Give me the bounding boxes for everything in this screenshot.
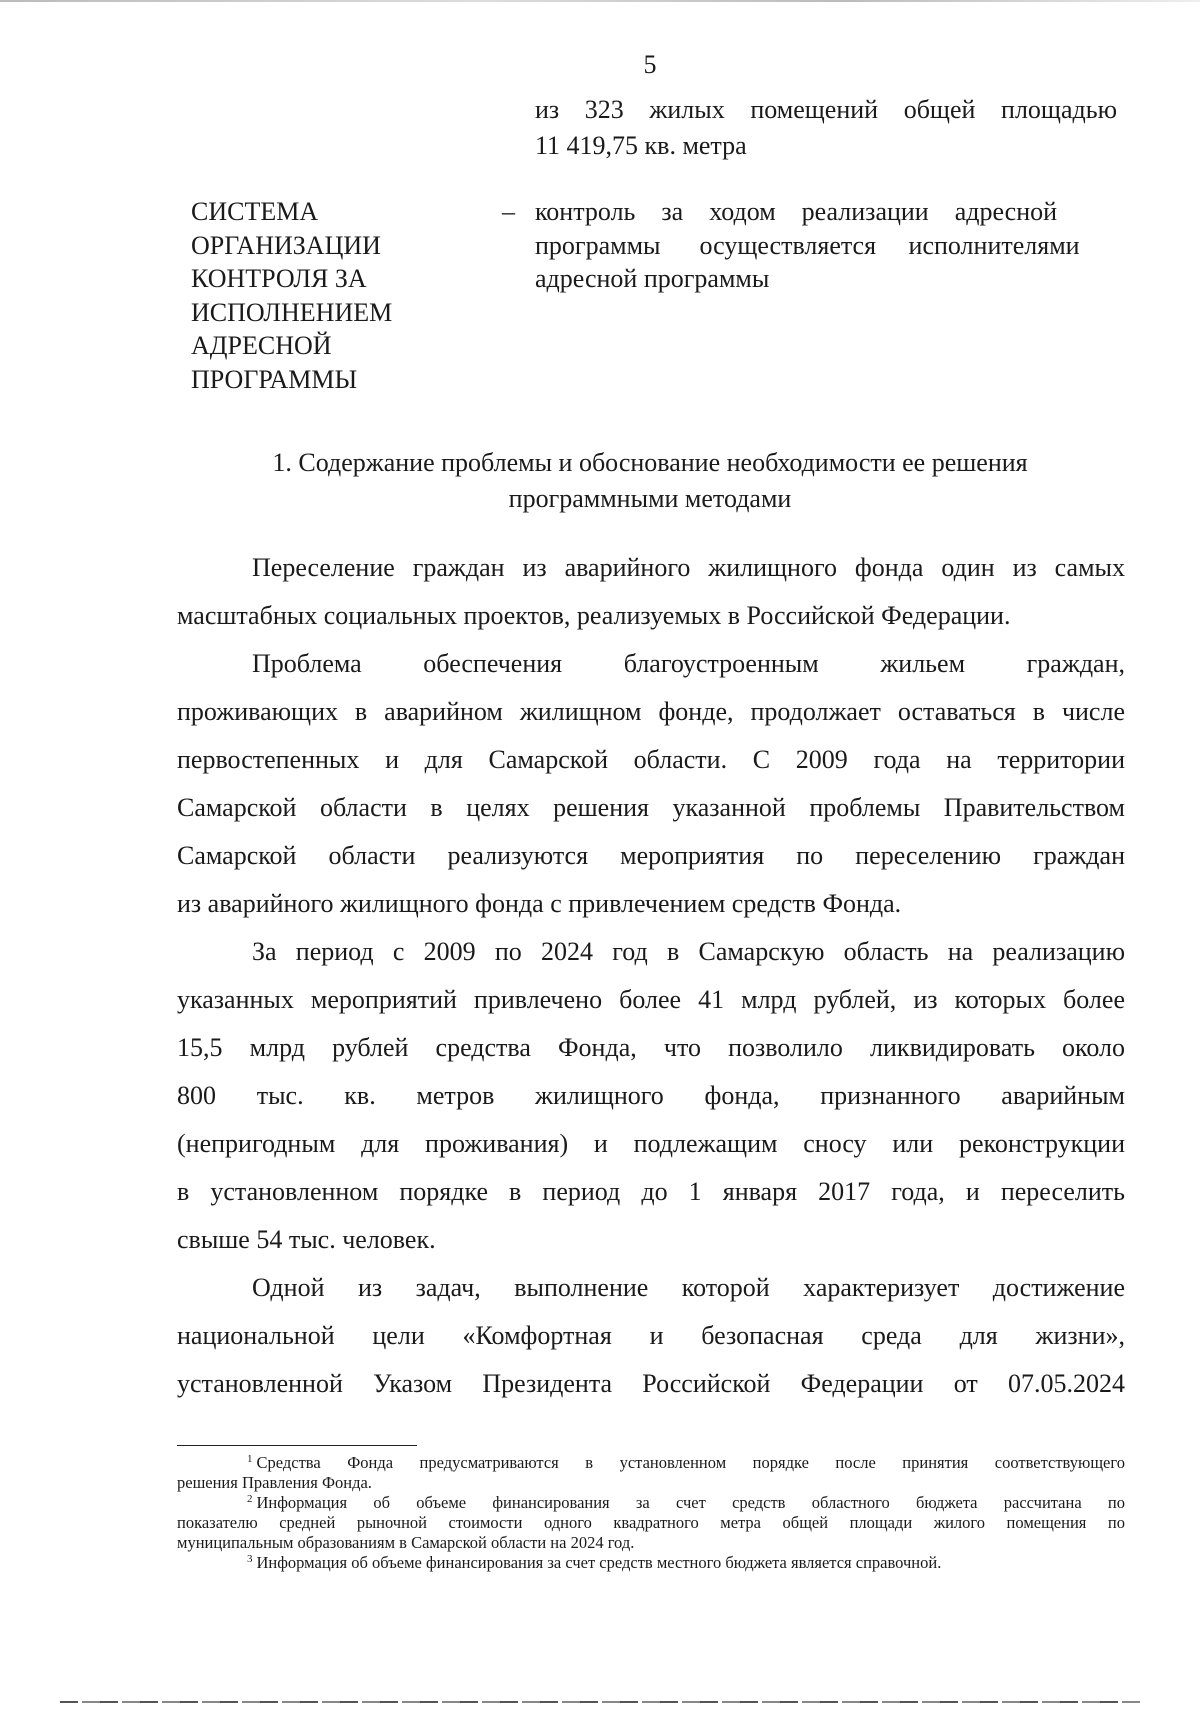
paragraph-line: первостепенных и для Самарской области. С 2009 года на территории [177, 745, 1125, 774]
label-line: ИСПОЛНЕНИЕМ [191, 297, 393, 327]
paragraph-line: 15,5 млрд рублей средства Фонда, что позволило ликвидировать около [177, 1033, 1125, 1062]
value-line: программы осуществляется исполнителями [535, 230, 1080, 260]
paragraph-line: Самарской области в целях решения указанной проблемы Правительством [177, 793, 1125, 822]
label-line: СИСТЕМА [191, 197, 319, 226]
paragraph-line: Проблема обеспечения благоустроенным жильем граждан, [252, 649, 1125, 678]
dash-separator: – [502, 197, 515, 226]
section-title-line-2: программными методами [508, 484, 792, 513]
paragraph-line: из аварийного жилищного фонда с привлечением средств Фонда. [177, 889, 902, 918]
value-line: адресной программы [535, 264, 770, 293]
footnote-2-line-1 [177, 1493, 1125, 1513]
footnote-2-line-3: муниципальным образованиям в Самарской области на 2024 год. [177, 1533, 635, 1552]
value-line: контроль за ходом реализации адресной [535, 197, 1058, 226]
paragraph-line: установленной Указом Президента Российской Федерации от 07.05.2024 [177, 1369, 1125, 1398]
paragraph-line: 800 тыс. кв. метров жилищного фонда, признанного аварийным [177, 1081, 1125, 1110]
paragraph-line: Одной из задач, выполнение которой характеризует достижение [252, 1273, 1125, 1302]
section-title [175, 445, 1125, 517]
paragraph-line: Самарской области реализуются мероприятия по переселению граждан [177, 841, 1125, 870]
label-line: КОНТРОЛЯ ЗА [191, 264, 367, 293]
scan-edge-bottom [60, 1701, 1140, 1703]
footnote-1-line-2: решения Правления Фонда. [177, 1473, 372, 1492]
continued-line-2: 11 419,75 кв. метра [535, 131, 747, 160]
control-system-value [535, 195, 1117, 296]
footnote-1-line-1 [177, 1453, 1125, 1473]
control-system-label [191, 195, 461, 396]
continued-line-1: из 323 жилых помещений общей площадью [535, 95, 1117, 124]
footnote-2-mark: 2 [247, 1492, 253, 1505]
body-text [177, 544, 1125, 1408]
paragraph-line: свыше 54 тыс. человек. [177, 1225, 436, 1254]
paragraph-line: указанных мероприятий привлечено более 41 млрд рублей, из которых более [177, 985, 1125, 1014]
page-number: 5 [643, 50, 657, 79]
paragraph-line: масштабных социальных проектов, реализуемых в Российской Федерации. [177, 601, 1011, 630]
footnote-1-text: Средства Фонда предусматриваются в установленном порядке после принятия соответствующего [256, 1453, 1125, 1472]
footnote-separator [177, 1445, 417, 1446]
paragraph-line: в установленном порядке в период до 1 января 2017 года, и переселить [177, 1177, 1125, 1206]
label-line: АДРЕСНОЙ [191, 331, 332, 360]
footnote-2-text: Информация об объеме финансирования за счет средств областного бюджета рассчитана по [256, 1493, 1125, 1512]
section-title-line-1: 1. Содержание проблемы и обоснование необходимости ее решения [272, 448, 1028, 477]
paragraph-line: проживающих в аварийном жилищном фонде, продолжает оставаться в числе [177, 697, 1125, 726]
paragraph-line: (непригодным для проживания) и подлежащим сносу или реконструкции [177, 1129, 1125, 1158]
scan-edge-top [0, 0, 1200, 2]
label-line: ОРГАНИЗАЦИИ [191, 230, 381, 260]
label-line: ПРОГРАММЫ [191, 364, 358, 394]
footnote-1-mark: 1 [247, 1452, 253, 1465]
paragraph-line: Переселение граждан из аварийного жилищного фонда один из самых [252, 553, 1125, 582]
footnote-3-line-1 [177, 1553, 1125, 1573]
footnotes [177, 1453, 1125, 1573]
footnote-3-mark: 3 [247, 1552, 253, 1565]
footnote-2-line-2: показателю средней рыночной стоимости одного квадратного метра общей площади жилого помещения по [177, 1513, 1125, 1532]
paragraph-line: национальной цели «Комфортная и безопасная среда для жизни», [177, 1321, 1125, 1350]
continued-cell-text [535, 92, 1117, 164]
paragraph-line: За период с 2009 по 2024 год в Самарскую область на реализацию [252, 937, 1125, 966]
footnote-3-text: Информация об объеме финансирования за счет средств местного бюджета является справочной. [256, 1553, 942, 1572]
